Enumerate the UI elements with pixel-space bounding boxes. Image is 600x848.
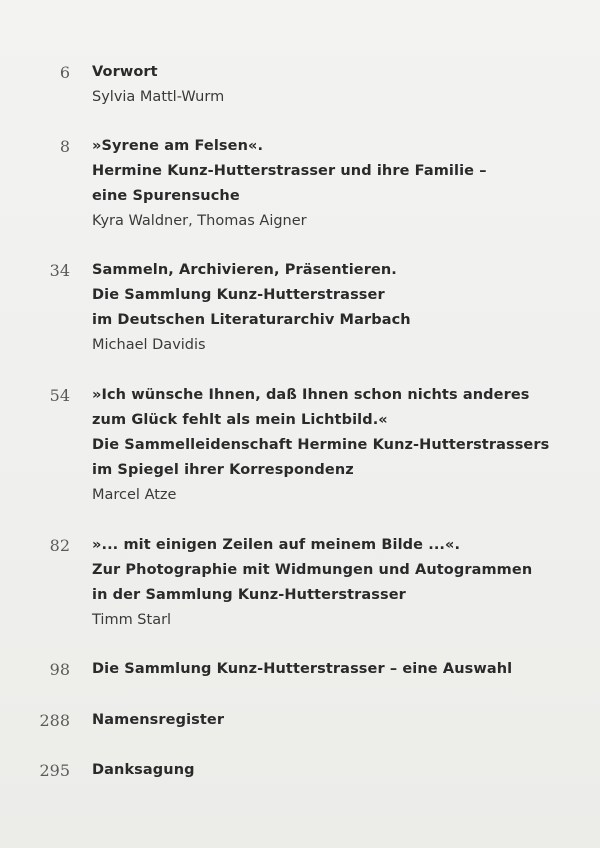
entry-text (92, 657, 592, 682)
entry-author: Michael Davidis (92, 337, 206, 353)
entry-title: zum Glück fehlt als mein Lichtbild.« (92, 412, 388, 428)
page-number: 8 (59, 137, 70, 156)
entry-title: Hermine Kunz-Hutterstrasser und ihre Familie – (92, 163, 487, 179)
entry-author: Marcel Atze (92, 487, 177, 503)
entry-title: Die Sammlung Kunz-Hutterstrasser (92, 287, 385, 303)
entry-title: in der Sammlung Kunz-Hutterstrasser (92, 587, 406, 603)
entry-text (92, 383, 592, 508)
entry-title: Namensregister (92, 712, 225, 728)
entry-title: »Ich wünsche Ihnen, daß Ihnen schon nichts anderes (92, 387, 530, 403)
entry-text (92, 533, 592, 633)
entry-title: im Deutschen Literaturarchiv Marbach (92, 312, 411, 328)
entry-text (92, 258, 592, 358)
entry-text (92, 708, 592, 733)
entry-title: Sammeln, Archivieren, Präsentieren. (92, 262, 397, 278)
page-number: 295 (39, 761, 70, 780)
entry-title: »... mit einigen Zeilen auf meinem Bilde ...«. (92, 537, 461, 553)
entry-text (92, 60, 592, 110)
entry-title: Die Sammlung Kunz-Hutterstrasser – eine Auswahl (92, 661, 513, 677)
entry-title: »Syrene am Felsen«. (92, 138, 264, 154)
page-number: 82 (49, 536, 70, 555)
entry-title: im Spiegel ihrer Korrespondenz (92, 462, 354, 478)
page-number: 34 (49, 261, 70, 280)
entry-title: Danksagung (92, 762, 195, 778)
page-number: 288 (39, 711, 70, 730)
entry-author: Timm Starl (92, 612, 172, 628)
entry-author: Kyra Waldner, Thomas Aigner (92, 213, 307, 229)
entry-title: eine Spurensuche (92, 188, 240, 204)
entry-text (92, 134, 592, 234)
entry-text (92, 758, 592, 783)
entry-title: Die Sammelleidenschaft Hermine Kunz-Hutterstrassers (92, 437, 550, 453)
entry-title: Vorwort (92, 64, 158, 80)
entry-author: Sylvia Mattl-Wurm (92, 89, 225, 105)
entry-title: Zur Photographie mit Widmungen und Autogrammen (92, 562, 533, 578)
page-number: 6 (59, 63, 70, 82)
page-number: 98 (49, 660, 70, 679)
page-number: 54 (49, 386, 70, 405)
